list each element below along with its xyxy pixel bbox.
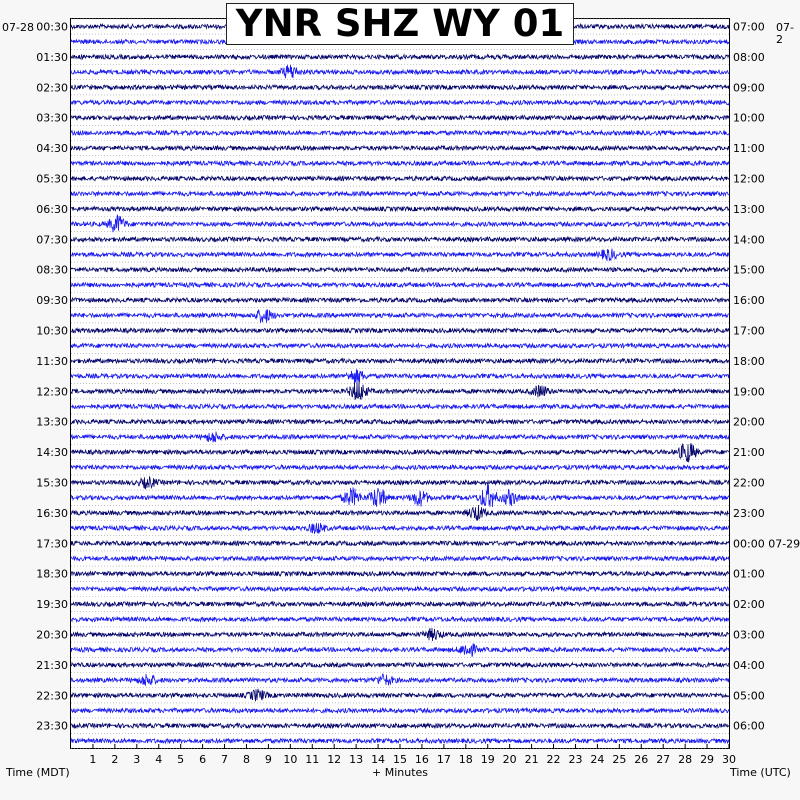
left-time-label: 13:30: [36, 415, 68, 429]
seismic-trace-13: [71, 207, 729, 211]
right-time-label: 10:00: [733, 111, 765, 125]
seismic-trace-18: [71, 283, 729, 287]
x-tick-label: 22: [546, 753, 561, 766]
x-tick-label: 26: [634, 753, 649, 766]
x-tick-label: 9: [264, 753, 272, 766]
seismic-trace-4: [71, 65, 729, 78]
right-time-label: 17:00: [733, 324, 765, 338]
x-tick-label: 18: [458, 753, 473, 766]
x-tick-label: 5: [177, 753, 185, 766]
right-time-label: 03:00: [733, 628, 765, 642]
x-tick-label: 11: [305, 753, 320, 766]
left-time-label: 05:30: [36, 172, 68, 186]
seismic-trace-43: [71, 663, 729, 667]
left-time-label: 18:30: [36, 567, 68, 581]
x-axis-title: + Minutes: [372, 766, 429, 779]
left-time-label: 15:30: [36, 476, 68, 490]
right-time-label: 01:00: [733, 567, 765, 581]
seismic-trace-37: [71, 572, 729, 576]
seismic-trace-47: [71, 724, 729, 728]
seismic-trace-3: [71, 55, 729, 59]
right-time-label: 12:00: [733, 172, 765, 186]
seismic-trace-27: [71, 420, 729, 424]
seismic-trace-36: [71, 556, 729, 560]
x-tick-label: 8: [242, 753, 250, 766]
seismic-trace-22: [71, 344, 729, 348]
left-time-label: 19:30: [36, 598, 68, 612]
seismic-trace-26: [71, 404, 729, 408]
x-tick-label: 21: [524, 753, 539, 766]
seismic-trace-10: [71, 161, 729, 165]
seismic-trace-5: [71, 85, 729, 89]
right-time-label: 02:00: [733, 598, 765, 612]
x-tick-label: 4: [155, 753, 163, 766]
seismic-trace-35: [71, 541, 729, 545]
x-tick-label: 29: [700, 753, 715, 766]
x-tick-label: 10: [283, 753, 298, 766]
right-time-label: 07:00: [733, 20, 765, 34]
right-time-label: 00:00 07-29: [733, 537, 800, 551]
seismic-trace-6: [71, 100, 729, 104]
right-time-label: 16:00: [733, 294, 765, 308]
seismic-trace-15: [71, 237, 729, 241]
left-time-label: 08:30: [36, 263, 68, 277]
x-tick-label: 17: [436, 753, 451, 766]
x-tick-label: 23: [568, 753, 583, 766]
seismic-trace-11: [71, 176, 729, 180]
x-tick-label: 12: [327, 753, 342, 766]
seismic-trace-38: [71, 587, 729, 591]
right-time-label: 11:00: [733, 142, 765, 156]
x-tick-label: 19: [480, 753, 495, 766]
seismic-trace-30: [71, 465, 729, 469]
right-time-label: 13:00: [733, 202, 765, 216]
seismic-trace-32: [71, 484, 729, 507]
left-time-label: 12:30: [36, 385, 68, 399]
seismic-trace-40: [71, 617, 729, 621]
seismic-trace-8: [71, 131, 729, 135]
right-time-label: 08:00: [733, 50, 765, 64]
seismic-trace-28: [71, 432, 729, 443]
left-time-label: 14:30: [36, 446, 68, 460]
right-time-label: 20:00: [733, 415, 765, 429]
x-tick-label: 25: [612, 753, 627, 766]
seismic-trace-21: [71, 328, 729, 332]
seismic-trace-7: [71, 116, 729, 120]
right-time-label: 04:00: [733, 658, 765, 672]
x-tick-label: 2: [111, 753, 119, 766]
x-tick-label: 24: [590, 753, 605, 766]
left-time-label: 20:30: [36, 628, 68, 642]
seismic-trace-16: [71, 249, 729, 262]
right-time-label: 23:00: [733, 506, 765, 520]
left-time-label: 10:30: [36, 324, 68, 338]
x-tick-label: 27: [656, 753, 671, 766]
seismic-trace-12: [71, 192, 729, 196]
left-time-label: 06:30: [36, 202, 68, 216]
x-tick-label: 20: [502, 753, 517, 766]
x-tick-label: 30: [722, 753, 736, 766]
left-time-label: 22:30: [36, 689, 68, 703]
x-tick-label: 14: [371, 753, 386, 766]
x-tick-label: 3: [133, 753, 141, 766]
left-time-label: 00:30: [36, 20, 68, 34]
x-tick-label: 6: [199, 753, 207, 766]
x-tick-label: 28: [678, 753, 693, 766]
chart-title-box: [226, 3, 574, 45]
chart-title: YNR SHZ WY 01: [235, 2, 565, 45]
left-date-label: 07-28: [2, 21, 34, 34]
left-time-label: 03:30: [36, 111, 68, 125]
seismic-trace-24: [71, 369, 729, 384]
seismic-trace-23: [71, 359, 729, 363]
seismic-trace-44: [71, 674, 729, 686]
seismic-trace-39: [71, 602, 729, 606]
seismic-trace-17: [71, 268, 729, 272]
left-time-label: 07:30: [36, 233, 68, 247]
seismic-trace-31: [71, 476, 729, 489]
right-time-label: 06:00: [733, 719, 765, 733]
seismic-trace-33: [71, 505, 729, 521]
x-tick-label: 1: [89, 753, 97, 766]
left-time-label: 04:30: [36, 142, 68, 156]
right-time-label: 22:00: [733, 476, 765, 490]
left-time-label: 11:30: [36, 354, 68, 368]
left-time-label: 17:30: [36, 537, 68, 551]
seismic-trace-34: [71, 523, 729, 534]
right-time-label: 05:00: [733, 689, 765, 703]
right-date-label: 07-2: [776, 21, 794, 46]
seismic-trace-46: [71, 708, 729, 712]
left-time-label: 09:30: [36, 294, 68, 308]
x-tick-label: 16: [414, 753, 429, 766]
right-time-label: 18:00: [733, 354, 765, 368]
seismic-trace-42: [71, 644, 729, 657]
seismic-trace-19: [71, 298, 729, 302]
left-axis-title: Time (MDT): [6, 766, 70, 779]
right-time-label: 14:00: [733, 233, 765, 247]
seismic-trace-9: [71, 146, 729, 150]
right-time-label: 09:00: [733, 81, 765, 95]
x-tick-label: 7: [221, 753, 229, 766]
seismic-trace-29: [71, 443, 729, 462]
seismic-trace-41: [71, 628, 729, 641]
x-tick-label: 13: [349, 753, 364, 766]
right-time-label: 19:00: [733, 385, 765, 399]
right-axis-title: Time (UTC): [730, 766, 791, 779]
left-time-label: 21:30: [36, 658, 68, 672]
x-tick-label: 15: [393, 753, 407, 766]
seismic-trace-14: [71, 215, 729, 233]
seismic-trace-20: [71, 310, 729, 323]
right-time-label: 15:00: [733, 263, 765, 277]
left-time-label: 16:30: [36, 506, 68, 520]
seismic-trace-25: [71, 381, 729, 400]
seismic-trace-48: [71, 739, 729, 743]
seismic-trace-45: [71, 689, 729, 702]
left-time-label: 02:30: [36, 81, 68, 95]
left-time-label: 23:30: [36, 719, 68, 733]
right-time-label: 21:00: [733, 446, 765, 460]
grid-lines: [71, 19, 729, 749]
left-time-label: 01:30: [36, 50, 68, 64]
traces: [71, 24, 729, 743]
